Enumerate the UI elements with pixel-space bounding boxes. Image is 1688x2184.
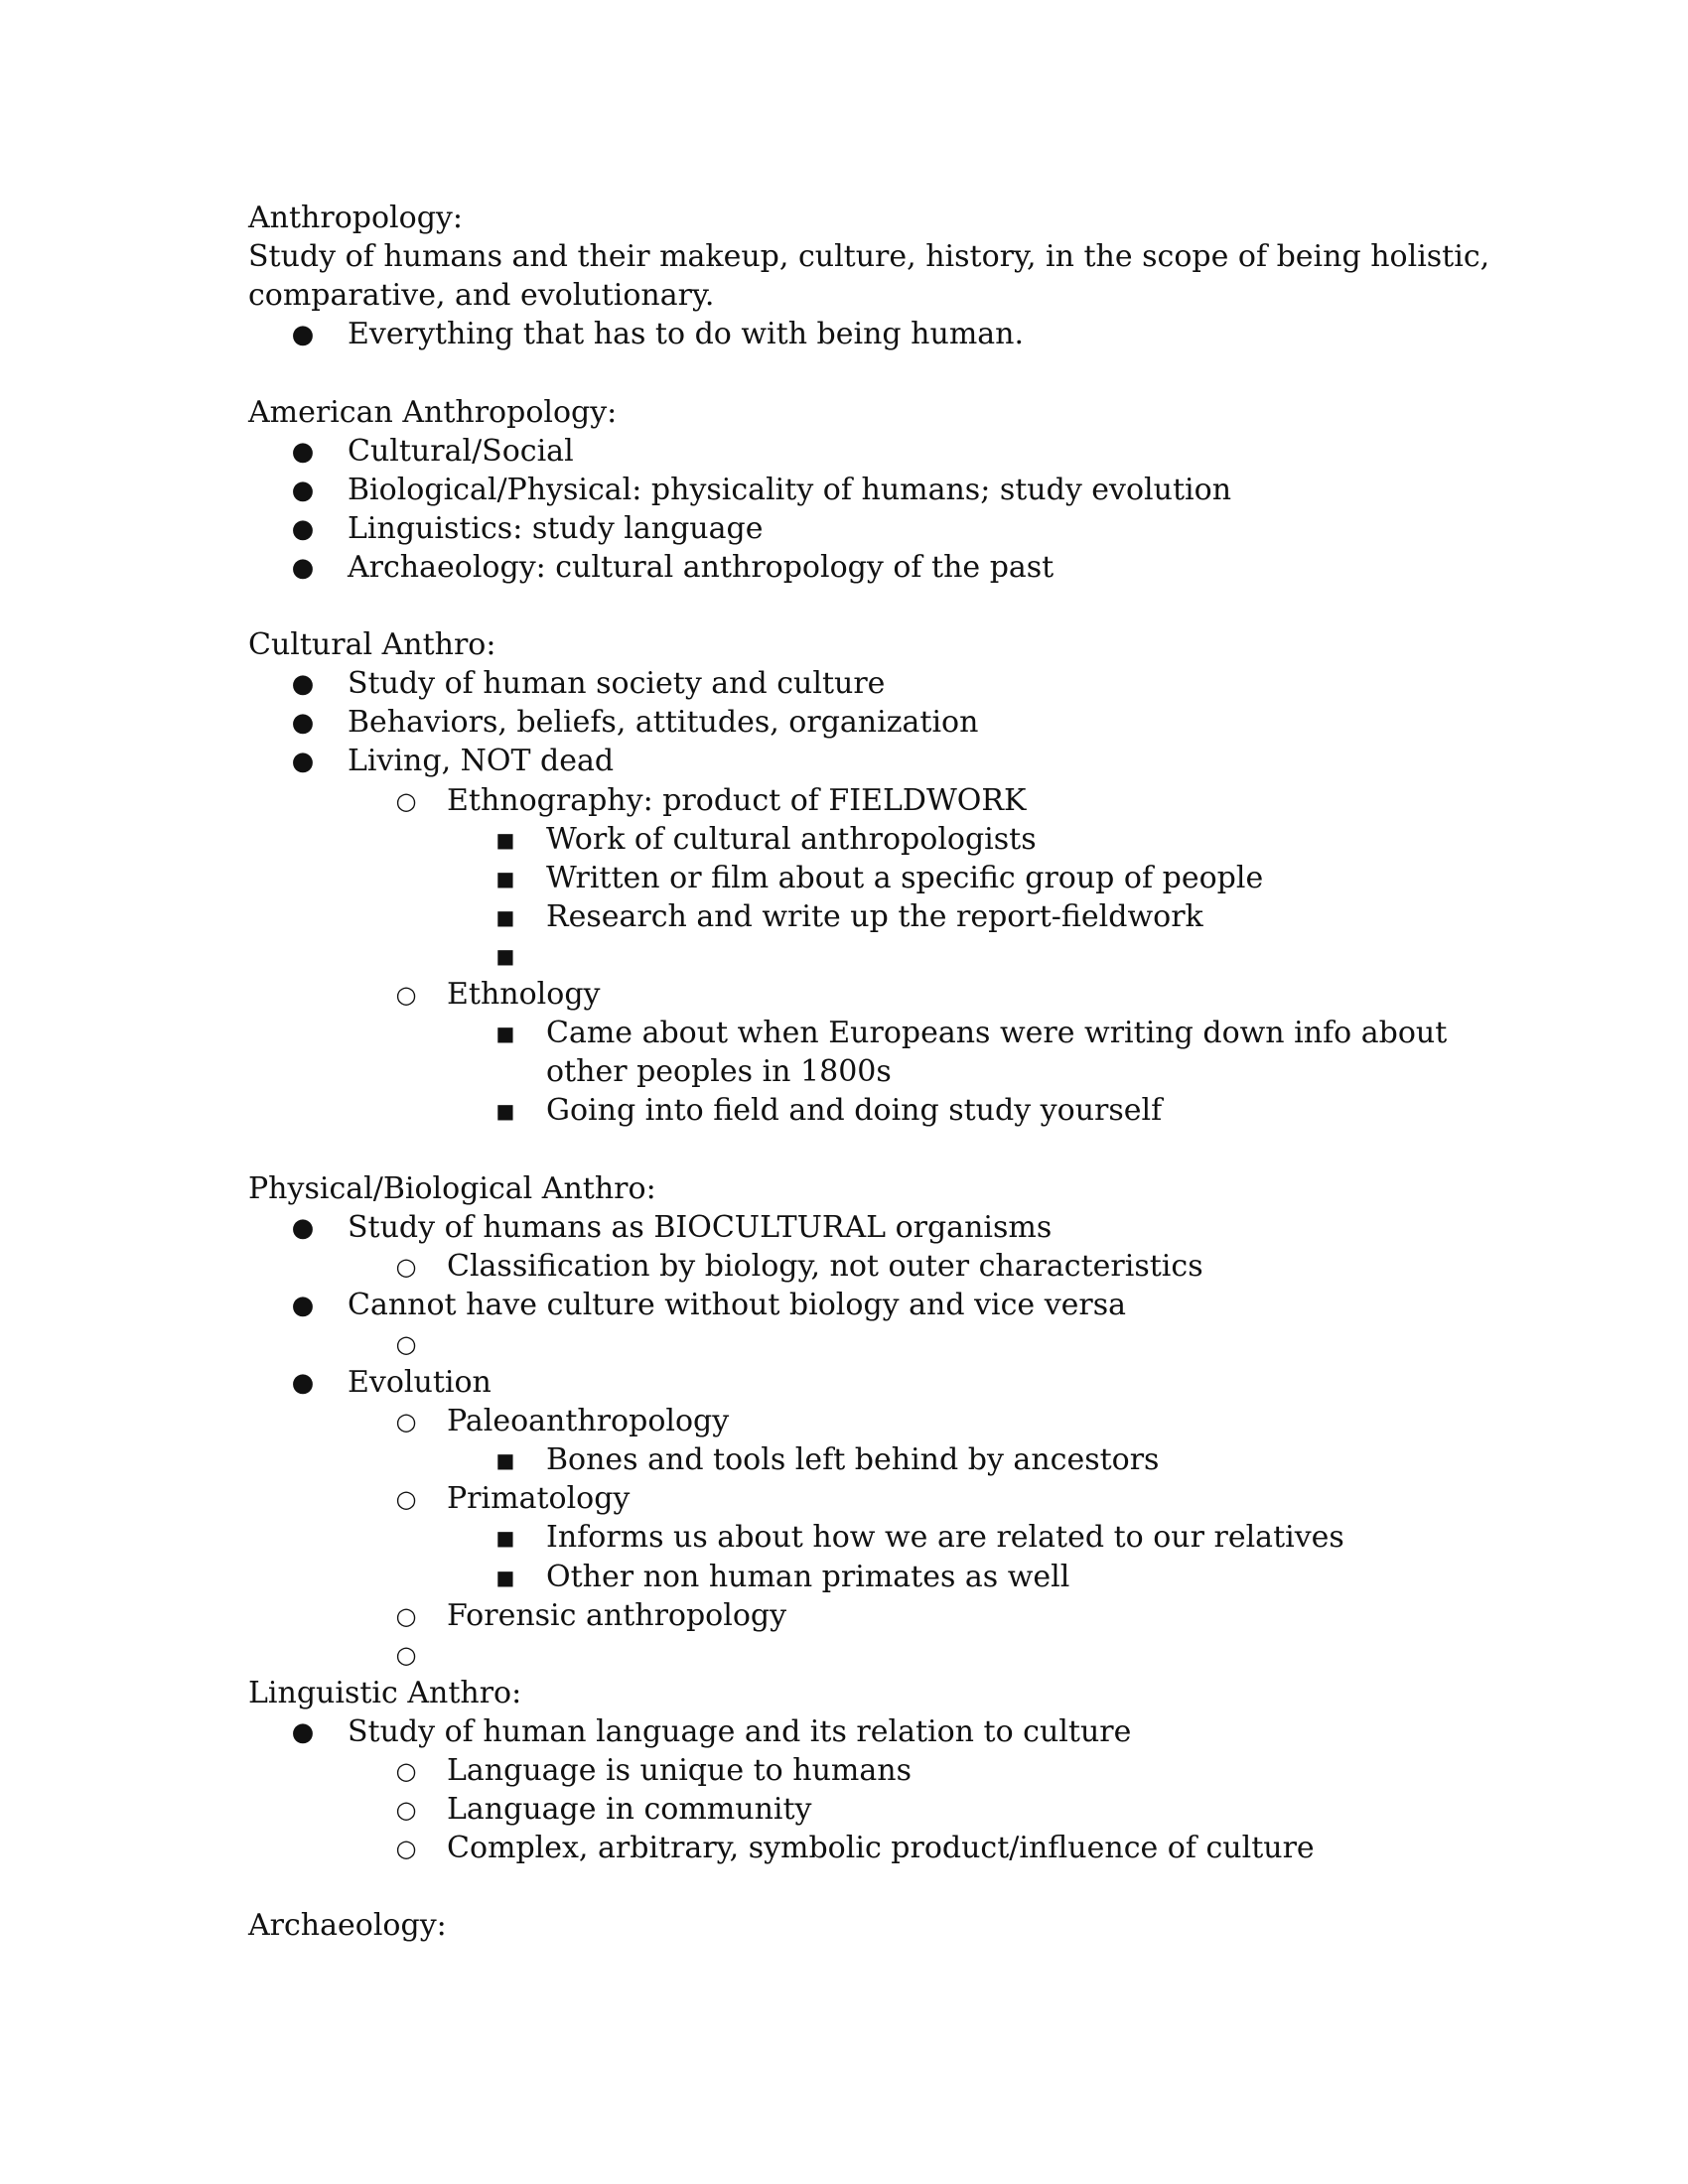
list-item-text: Complex, arbitrary, symbolic product/influence of culture: [447, 1831, 1315, 1866]
list-item: [0, 1208, 1688, 1248]
list-item: [0, 664, 1688, 704]
bullet-marker: ●: [291, 1716, 315, 1747]
bullet-marker: ●: [291, 320, 315, 350]
list-item-text: Ethnography: product of FIELDWORK: [447, 782, 1027, 818]
bullet-marker: ●: [291, 1212, 315, 1243]
bullet-marker: ○: [395, 1835, 417, 1863]
bullet-marker: ■: [495, 904, 515, 929]
note-line: [0, 1169, 1688, 1209]
bullet-marker: ○: [395, 1796, 417, 1825]
bullet-marker: ●: [291, 552, 315, 583]
list-item-text: Biological/Physical: physicality of humans; study evolution: [348, 472, 1232, 507]
list-item: [0, 820, 1688, 860]
list-item-text: Informs us about how we are related to our relatives: [546, 1520, 1344, 1556]
line-text: Physical/Biological Anthro:: [248, 1170, 656, 1206]
bullet-marker: ●: [291, 708, 315, 739]
list-item: [0, 1247, 1688, 1287]
list-item: [0, 1829, 1688, 1868]
list-item: [0, 1014, 1688, 1053]
bullet-marker: ■: [495, 1565, 515, 1589]
line-text: Cultural Anthro:: [248, 627, 496, 663]
note-line: [0, 1674, 1688, 1713]
list-item-text: Language is unique to humans: [447, 1753, 912, 1788]
bullet-marker: ■: [495, 827, 515, 852]
note-line: [0, 276, 1688, 316]
note-line: [0, 199, 1688, 238]
list-item-text: Research and write up the report-fieldwork: [546, 898, 1203, 934]
bullet-marker: ■: [495, 1099, 515, 1124]
list-item-text: Cannot have culture without biology and vice versa: [348, 1287, 1127, 1322]
list-item-text: Forensic anthropology: [447, 1597, 787, 1633]
bullet-marker: ■: [495, 1526, 515, 1551]
list-item: [0, 897, 1688, 937]
list-item-text: Living, NOT dead: [348, 744, 615, 779]
list-item: [0, 975, 1688, 1015]
bullet-marker: ○: [395, 1640, 417, 1669]
list-item-text: Classification by biology, not outer characteristics: [447, 1248, 1203, 1284]
list-item: [0, 432, 1688, 472]
note-line: [0, 393, 1688, 433]
list-item-text: Ethnology: [447, 977, 601, 1012]
list-item: [0, 1324, 1688, 1364]
bullet-marker: ○: [395, 1408, 417, 1436]
line-text: Anthropology:: [248, 201, 463, 235]
bullet-marker: ■: [495, 866, 515, 890]
bullet-marker: ●: [291, 1290, 315, 1320]
bullet-marker: ●: [291, 436, 315, 467]
bullet-marker: ●: [291, 513, 315, 544]
list-item-text: Bones and tools left behind by ancestors: [546, 1442, 1160, 1478]
bullet-marker: ○: [395, 786, 417, 815]
blank-line: [0, 1867, 1688, 1907]
blank-line: [0, 353, 1688, 393]
list-item-text: Paleoanthropology: [447, 1404, 730, 1439]
list-item-text: Study of human society and culture: [348, 666, 886, 702]
list-item-text: Written or film about a specific group of people: [546, 860, 1264, 895]
list-item: [0, 1712, 1688, 1752]
list-item: [0, 315, 1688, 354]
list-item: [0, 703, 1688, 743]
line-text: Study of humans and their makeup, culture, history, in the scope of being holistic,: [248, 239, 1490, 275]
line-text: Archaeology:: [248, 1908, 447, 1944]
blank-line: [0, 587, 1688, 626]
list-item-text: Going into field and doing study yourself: [546, 1093, 1163, 1129]
bullet-marker: ○: [395, 1485, 417, 1514]
line-text: Linguistic Anthro:: [248, 1675, 522, 1710]
list-item: [0, 1052, 1688, 1092]
list-item: [0, 1558, 1688, 1597]
bullet-marker: ●: [291, 475, 315, 505]
list-item: [0, 509, 1688, 549]
list-item: [0, 1751, 1688, 1791]
bullet-marker: ○: [395, 1757, 417, 1785]
bullet-marker: ●: [291, 669, 315, 700]
blank-line: [0, 1130, 1688, 1169]
list-item-text: Linguistics: study language: [348, 510, 764, 546]
list-item: [0, 1286, 1688, 1325]
list-item-text: Study of human language and its relation to culture: [348, 1713, 1132, 1749]
list-item: [0, 1518, 1688, 1558]
list-item: [0, 1091, 1688, 1131]
list-item: [0, 742, 1688, 781]
list-item-text: Other non human primates as well: [546, 1559, 1070, 1594]
bullet-marker: ○: [395, 1329, 417, 1358]
list-item-text: other peoples in 1800s: [546, 1054, 892, 1090]
list-item-text: Primatology: [447, 1481, 631, 1517]
list-item: [0, 471, 1688, 510]
list-item-text: Work of cultural anthropologists: [546, 821, 1037, 857]
list-item: [0, 781, 1688, 821]
list-item-text: Evolution: [348, 1365, 492, 1400]
bullet-marker: ●: [291, 747, 315, 777]
list-item: [0, 1402, 1688, 1441]
list-item: [0, 1635, 1688, 1675]
bullet-marker: ●: [291, 1368, 315, 1398]
list-item: [0, 1596, 1688, 1636]
list-item-text: Study of humans as BIOCULTURAL organisms: [348, 1209, 1053, 1245]
list-item: [0, 936, 1688, 976]
bullet-marker: ○: [395, 1601, 417, 1630]
list-item-text: Everything that has to do with being human.: [348, 317, 1025, 352]
bullet-marker: ■: [495, 1448, 515, 1473]
line-text: American Anthropology:: [248, 394, 618, 430]
list-item: [0, 1440, 1688, 1480]
list-item: [0, 1363, 1688, 1403]
list-item: [0, 1479, 1688, 1519]
note-line: [0, 237, 1688, 277]
list-item: [0, 548, 1688, 588]
list-item-text: Behaviors, beliefs, attitudes, organization: [348, 705, 979, 741]
list-item: [0, 1790, 1688, 1830]
bullet-marker: ○: [395, 1252, 417, 1281]
note-line: [0, 625, 1688, 665]
note-line: [0, 1906, 1688, 1946]
list-item-text: Came about when Europeans were writing down info about: [546, 1016, 1448, 1051]
list-item-text: Cultural/Social: [348, 433, 574, 469]
bullet-marker: ■: [495, 943, 515, 968]
bullet-marker: ○: [395, 981, 417, 1009]
list-item: [0, 859, 1688, 898]
line-text: comparative, and evolutionary.: [248, 278, 715, 314]
list-item-text: Archaeology: cultural anthropology of the past: [348, 549, 1055, 585]
bullet-marker: ■: [495, 1022, 515, 1046]
list-item-text: Language in community: [447, 1792, 812, 1828]
